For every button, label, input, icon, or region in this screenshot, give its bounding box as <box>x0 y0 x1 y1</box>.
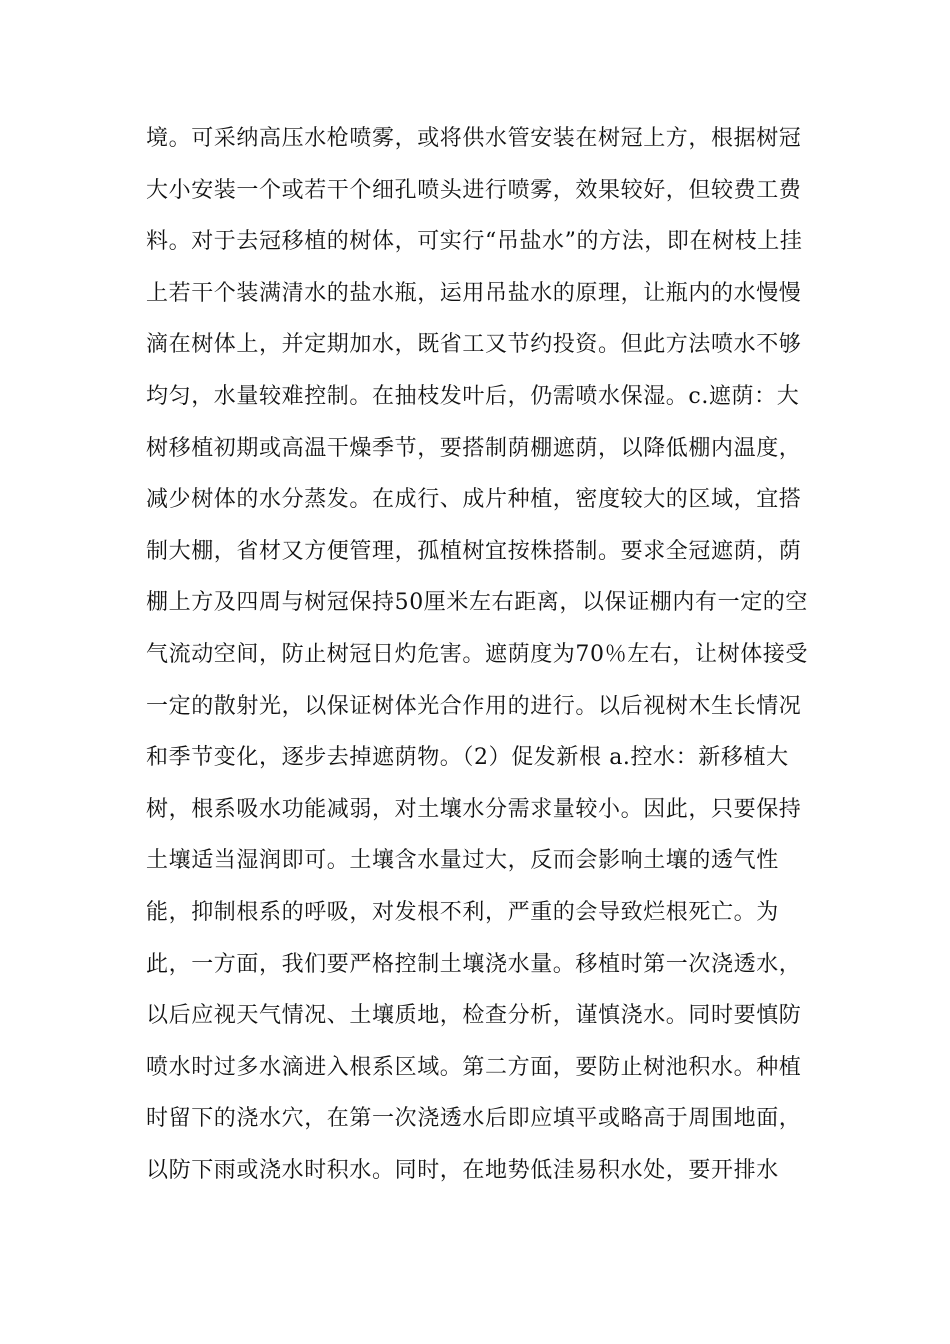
text-line: 料。对于去冠移植的树体，可实行“吊盐水”的方法，即在树枝上挂 <box>146 229 803 255</box>
text-line: 棚上方及四周与树冠保持50厘米左右距离，以保证棚内有一定的空 <box>146 590 808 616</box>
text-line: 上若干个装满清水的盐水瓶，运用吊盐水的原理，让瓶内的水慢慢 <box>146 280 802 306</box>
text-line: 土壤适当湿润即可。土壤含水量过大，反而会影响土壤的透气性 <box>146 848 779 874</box>
text-line: 滴在树体上，并定期加水，既省工又节约投资。但此方法喷水不够 <box>146 332 802 358</box>
text-line: 以后应视天气情况、土壤质地，检查分析，谨慎浇水。同时要慎防 <box>146 1003 802 1029</box>
text-line: 树，根系吸水功能减弱，对土壤水分需求量较小。因此，只要保持 <box>146 796 802 822</box>
text-line: 能，抑制根系的呼吸，对发根不利，严重的会导致烂根死亡。为 <box>146 899 779 925</box>
text-line: 树移植初期或高温干燥季节，要搭制荫棚遮荫，以降低棚内温度， <box>146 435 802 461</box>
text-line: 气流动空间，防止树冠日灼危害。遮荫度为70％左右，让树体接受 <box>146 641 808 667</box>
text-line: 均匀，水量较难控制。在抽枝发叶后，仍需喷水保湿。c.遮荫：大 <box>146 383 800 409</box>
text-line: 一定的散射光，以保证树体光合作用的进行。以后视树木生长情况 <box>146 693 802 719</box>
body-text <box>146 113 826 1196</box>
text-line: 减少树体的水分蒸发。在成行、成片种植，密度较大的区域，宜搭 <box>146 487 802 513</box>
text-line: 大小安装一个或若干个细孔喷头进行喷雾，效果较好，但较费工费 <box>146 177 802 203</box>
text-line: 以防下雨或浇水时积水。同时，在地势低洼易积水处，要开排水 <box>146 1157 779 1183</box>
text-line: 和季节变化，逐步去掉遮荫物。（2）促发新根 a.控水：新移植大 <box>146 745 789 771</box>
text-line: 喷水时过多水滴进入根系区域。第二方面，要防止树池积水。种植 <box>146 1054 802 1080</box>
text-line: 时留下的浇水穴，在第一次浇透水后即应填平或略高于周围地面， <box>146 1106 802 1132</box>
text-line: 境。可采纳高压水枪喷雾，或将供水管安装在树冠上方，根据树冠 <box>146 126 802 151</box>
text-line: 此，一方面，我们要严格控制土壤浇水量。移植时第一次浇透水， <box>146 951 802 977</box>
text-line: 制大棚，省材又方便管理，孤植树宜按株搭制。要求全冠遮荫，荫 <box>146 538 802 564</box>
